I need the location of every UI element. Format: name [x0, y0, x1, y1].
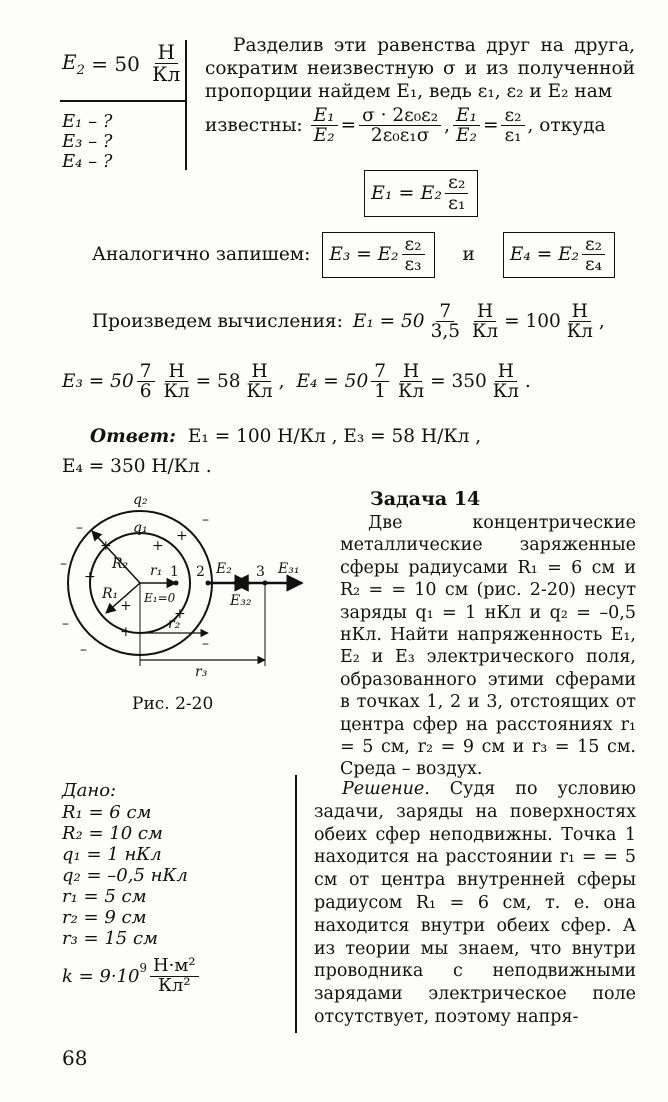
label-q2: q₂: [133, 492, 148, 508]
calc1-unit: $\frac{Н}{Кл}$: [472, 301, 499, 343]
solution-para1: [205, 34, 635, 103]
label-p3: 3: [256, 564, 265, 580]
calc3-result: = 58: [195, 371, 241, 393]
e2-unit: $\frac{Н}{Кл}$: [152, 40, 181, 86]
plus-sign: +: [152, 538, 164, 554]
given14-line: r₃ = 15 см: [62, 928, 158, 949]
comma: ,: [444, 115, 451, 137]
calc4-frac: $\frac{7}{1}$: [371, 362, 389, 402]
given14-line: q₁ = 1 нКл: [62, 844, 162, 865]
calc-line-2: [62, 362, 531, 402]
label-r2: r₂: [168, 616, 181, 632]
calc1-result: = 100: [504, 311, 561, 333]
label-R2: R₂: [112, 556, 129, 572]
given14-line: R₁ = 6 см: [62, 802, 152, 823]
box1-lhs: E₁ = E₂: [371, 182, 442, 205]
ratio-e1-e2: $\frac{\text{E₁}}{\text{E₂}}$: [311, 106, 338, 146]
plus-sign: +: [174, 606, 186, 622]
box4-lhs: E₄ = E₂: [509, 244, 579, 266]
calc1-lhs: E₁ = 50: [352, 311, 425, 333]
unknowns-list: [62, 112, 112, 172]
page-number: 68: [62, 1046, 88, 1070]
solution14: [314, 778, 636, 1029]
unknown-e4: E₄ – ?: [62, 151, 113, 172]
label-E2: E₂: [216, 561, 232, 577]
analog-line: [92, 232, 632, 278]
plus-sign: +: [120, 598, 132, 614]
plus-sign: +: [100, 538, 112, 554]
given-e2: [62, 42, 180, 85]
label-p1: 1: [170, 564, 179, 580]
boxed-e1-formula: [364, 170, 478, 217]
given14-line: R₂ = 10 см: [62, 823, 163, 844]
known-word: известны:: [205, 115, 303, 137]
k-lhs: k = 9·10: [62, 965, 140, 987]
box4-frac: $\frac{\text{ε₂}}{\text{ε₄}}$: [582, 235, 605, 275]
point-2: [206, 581, 211, 586]
label-p2: 2: [196, 564, 205, 580]
point-3: [263, 581, 268, 586]
minus-sign: –: [80, 642, 87, 658]
eq-sign-2: =: [482, 115, 499, 137]
k-constant: [62, 957, 282, 996]
solution-para1-text: Разделив эти равенства друг на друга, сократим неизвестную σ и из полученной пропорции найдем E₁, ведь ε₁, ε₂ и E₂ нам: [205, 35, 635, 102]
minus-sign: –: [202, 512, 209, 528]
minus-sign: –: [62, 616, 69, 632]
comma-3: ,: [278, 371, 285, 393]
figure-caption: Рис. 2-20: [132, 694, 214, 714]
point-1: [174, 581, 179, 586]
calc4-res-unit: $\frac{Н}{Кл}$: [492, 361, 519, 403]
plus-sign: +: [120, 624, 132, 640]
given14-title: Дано:: [62, 780, 117, 801]
e2-value: = 50: [84, 51, 147, 76]
given-top: [62, 42, 180, 85]
minus-sign: –: [202, 636, 209, 652]
plus-sign: +: [176, 528, 188, 544]
label-E31: E₃₁: [278, 561, 300, 577]
unknown-e1: E₁ – ?: [62, 111, 113, 132]
otkuda-word: , откуда: [527, 115, 606, 137]
minus-sign: –: [76, 520, 83, 536]
calc4-lhs: E₄ = 50: [296, 371, 369, 393]
calc-text: Произведем вычисления:: [92, 311, 343, 333]
answer-line-1: [62, 422, 481, 452]
period: .: [524, 371, 531, 393]
comma-2: ,: [598, 311, 605, 333]
e2-symbol: E: [62, 49, 77, 74]
box3-lhs: E₃ = E₂: [329, 244, 399, 266]
label-r3: r₃: [195, 664, 208, 680]
eq-sign: =: [340, 115, 357, 137]
label-R1: R₁: [102, 586, 119, 602]
k-unit: $\frac{\text{Н·м²}}{\text{Кл²}}$: [150, 957, 199, 996]
given-top-separator: [60, 100, 185, 102]
boxed-e3-formula: [322, 232, 434, 278]
ratio-sigma: $\frac{\text{σ · 2ε₀ε₂}}{\text{2ε₀ε₁σ}}$: [359, 106, 441, 146]
calc4-result: = 350: [430, 371, 487, 393]
label-r1: r₁: [150, 563, 163, 579]
solution14-label: Решение.: [342, 779, 430, 799]
box3-frac: $\frac{\text{ε₂}}{\text{ε₃}}$: [402, 235, 425, 275]
box1-frac: $\frac{\text{ε₂}}{\text{ε₁}}$: [445, 173, 468, 214]
analog-text: Аналогично запишем:: [92, 244, 311, 266]
problem14-title: Задача 14: [370, 488, 481, 510]
calc1-res-unit: $\frac{Н}{Кл}$: [566, 301, 593, 343]
given14-block: [62, 780, 282, 996]
label-E32: E₃₂: [230, 593, 252, 609]
calc3-frac: $\frac{7}{6}$: [137, 362, 155, 402]
ratio-eps: $\frac{\text{ε₂}}{\text{ε₁}}$: [501, 106, 524, 146]
e2-sub: 2: [76, 62, 85, 78]
problem14-text: Две концентрические металлические заряженные сферы радиусами R₁ = 6 см и R₂ = = 10 см (рис. 2-20) несут заряды q₁ = 1 нКл и q₂ = –0,5 нКл. Найти напряженность E₁, E₂ и E₃ электрического поля, образованного этими сферами в точках 1, 2 и 3, отстоящих от центра сфер на расстояниях r₁ = 5 см, r₂ = 9 см и r₃ = 15 см. Среда – воздух.: [340, 513, 636, 780]
calc3-res-unit: $\frac{Н}{Кл}$: [246, 361, 273, 403]
and-word: и: [462, 244, 475, 266]
solution14-text: Судя по условию задачи, заряды на поверхностях обеих сфер неподвижны. Точка 1 находится на расстоянии r₁ = = 5 см от центра внутренней сферы радиусом R₁ = 6 см, т. е. она находится внутри обеих сфер. А из теории мы знаем, что внутри проводника с неподвижными зарядами электрическое поле отсутствует, поэтому напря-: [314, 779, 636, 1027]
calc4-unit: $\frac{Н}{Кл}$: [398, 361, 425, 403]
given14-line: r₁ = 5 см: [62, 886, 147, 907]
unknown-e3: E₃ – ?: [62, 131, 113, 152]
boxed-e4-formula: [503, 232, 615, 278]
given14-line: r₂ = 9 см: [62, 907, 147, 928]
given-top-vline: [185, 40, 187, 170]
minus-sign: –: [60, 556, 67, 572]
calc-line-1: [92, 302, 605, 342]
plus-sign: +: [84, 569, 96, 585]
ratio-e1-e2-b: $\frac{\text{E₁}}{\text{E₂}}$: [453, 106, 480, 146]
calc3-lhs: E₃ = 50: [62, 371, 134, 393]
label-q1: q₁: [133, 520, 148, 536]
answer-line1-text: E₁ = 100 Н/Кл , E₃ = 58 Н/Кл ,: [187, 426, 482, 447]
label-E1zero: E₁=0: [144, 591, 176, 605]
calc1-frac: $\frac{7}{3,5}$: [430, 301, 460, 343]
known-line: [205, 106, 645, 146]
given14-line: q₂ = –0,5 нКл: [62, 865, 188, 886]
k-exp: 9: [139, 961, 147, 975]
figure-2-20: [40, 488, 330, 688]
answer-block: [62, 422, 481, 482]
answer-label: Ответ:: [90, 426, 177, 447]
answer-line2-text: E₄ = 350 Н/Кл .: [62, 456, 212, 477]
calc3-unit: $\frac{Н}{Кл}$: [163, 361, 190, 403]
given14-vline: [295, 775, 297, 1033]
